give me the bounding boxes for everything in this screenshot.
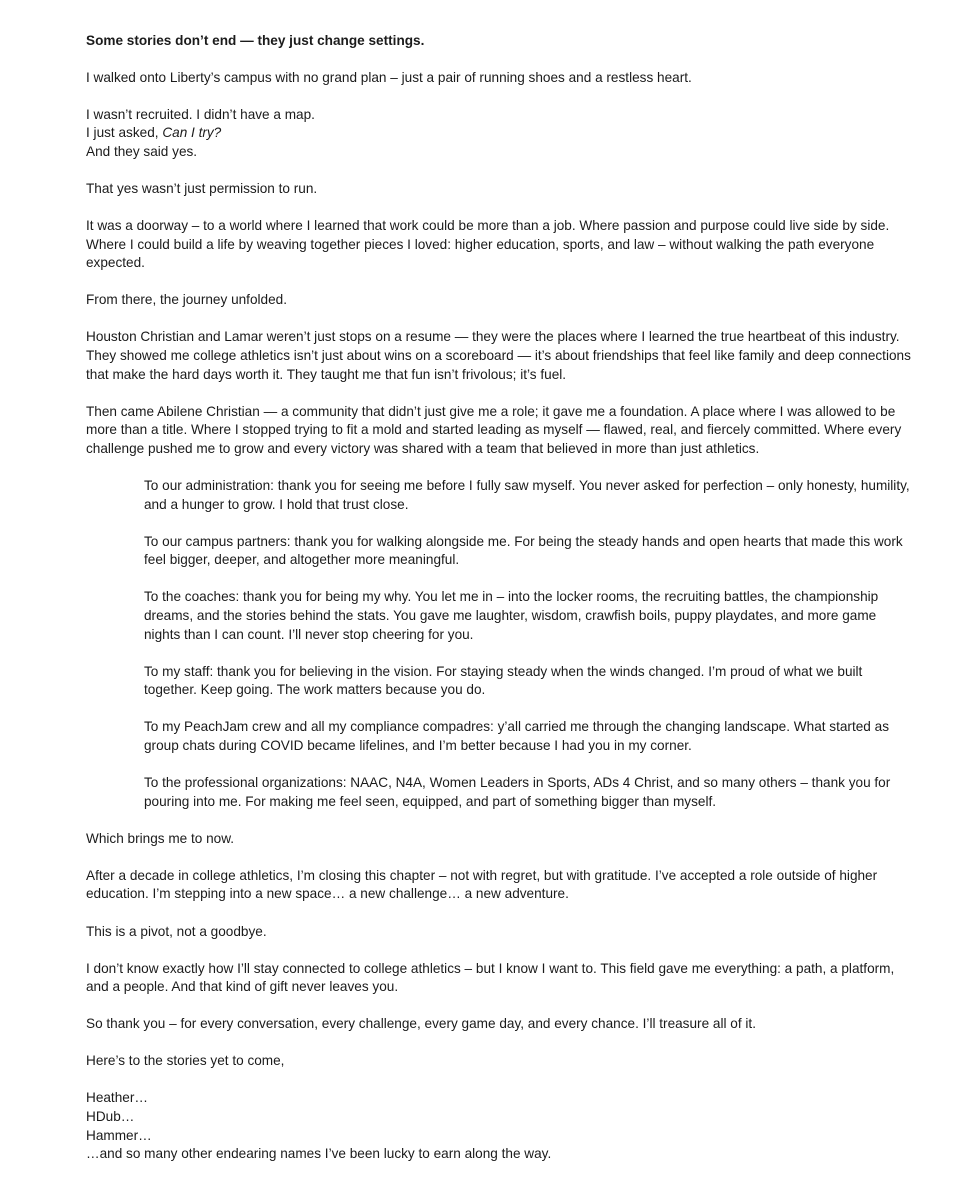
paragraph-now: Which brings me to now. xyxy=(86,830,235,846)
recruited-line-3: And they said yes. xyxy=(86,143,198,159)
paragraph-liberty: I walked onto Liberty’s campus with no grand plan – just a pair of running shoes and a restless heart. xyxy=(86,69,692,85)
signoff-line: Hammer… xyxy=(86,1127,152,1143)
paragraph-doorway: It was a doorway – to a world where I learned that work could be more than a job. Where passion and purpose could live side by side. Where I could build a life by weaving together pieces I loved: higher education, sports, and law – without walking the path everyone expected. xyxy=(86,218,890,271)
paragraph-thank-you: So thank you – for every conversation, every challenge, every game day, and every chance. I’ll treasure all of it. xyxy=(86,1016,756,1032)
can-i-try-text: Can I try? xyxy=(162,125,222,141)
paragraph-stories: Here’s to the stories yet to come, xyxy=(86,1053,285,1069)
document-title: Some stories don’t end — they just change settings. xyxy=(86,33,425,48)
paragraph-pivot: This is a pivot, not a goodbye. xyxy=(86,923,267,939)
document-page xyxy=(86,32,916,1164)
signoff-line: HDub… xyxy=(86,1109,135,1125)
thank-you-list xyxy=(86,477,916,811)
thanks-coaches: To the coaches: thank you for being my why. You let me in – into the locker rooms, the recruiting battles, the championship dreams, and the stories behind the stats. You gave me laughter, wisdom, crawfish boils, puppy playdates, and more game nights than I can count. I’ll never stop cheering for you. xyxy=(144,589,879,642)
thanks-campus-partners: To our campus partners: thank you for walking alongside me. For being the steady hands and open hearts that made this work feel bigger, deeper, and altogether more meaningful. xyxy=(144,533,903,568)
thanks-staff: To my staff: thank you for believing in the vision. For staying steady when the winds changed. I’m proud of what we built together. Keep going. The work matters because you do. xyxy=(144,663,863,698)
recruited-line-2-text: I just asked, xyxy=(86,125,163,141)
paragraph-journey: From there, the journey unfolded. xyxy=(86,292,287,308)
signoff-line: Heather… xyxy=(86,1090,148,1106)
signoff-names xyxy=(86,1089,916,1163)
paragraph-connected: I don’t know exactly how I’ll stay connected to college athletics – but I know I want to. This field gave me everything: a path, a platform, and a people. And that kind of gift never leaves you. xyxy=(86,960,895,995)
signoff-line: …and so many other endearing names I’ve been lucky to earn along the way. xyxy=(86,1146,552,1162)
paragraph-houston-lamar: Houston Christian and Lamar weren’t just stops on a resume — they were the places where I learned the true heartbeat of this industry. They showed me college athletics isn’t just about wins on a scoreboard — it’s about friendships that feel like family and deep connections that make the hard days worth it. They taught me that fun isn’t frivolous; it’s fuel. xyxy=(86,329,911,382)
paragraph-permission: That yes wasn’t just permission to run. xyxy=(86,180,318,196)
recruited-line-2 xyxy=(86,124,916,143)
thanks-administration: To our administration: thank you for seeing me before I fully saw myself. You never asked for perfection – only honesty, humility, and a hunger to grow. I hold that trust close. xyxy=(144,478,910,512)
paragraph-abilene: Then came Abilene Christian — a community that didn’t just give me a role; it gave me a foundation. A place where I was allowed to be more than a title. Where I stopped trying to fit a mold and started leading as myself — flawed, real, and fiercely committed. Where every challenge pushed me to grow and every victory was shared with a team that believed in more than just athletics. xyxy=(86,403,902,456)
recruited-line-1: I wasn’t recruited. I didn’t have a map. xyxy=(86,106,315,122)
thanks-peachjam: To my PeachJam crew and all my compliance compadres: y’all carried me through the changing landscape. What started as group chats during COVID became lifelines, and I’m better because I had you in my corner. xyxy=(144,719,889,753)
paragraph-recruited xyxy=(86,106,916,162)
paragraph-decade: After a decade in college athletics, I’m closing this chapter – not with regret, but with gratitude. I’ve accepted a role outside of higher education. I’m stepping into a new space… a new challenge… a new adventure. xyxy=(86,867,878,902)
thanks-organizations: To the professional organizations: NAAC, N4A, Women Leaders in Sports, ADs 4 Christ, and so many others – thank you for pouring into me. For making me feel seen, equipped, and part of something bigger than myself. xyxy=(144,775,891,809)
